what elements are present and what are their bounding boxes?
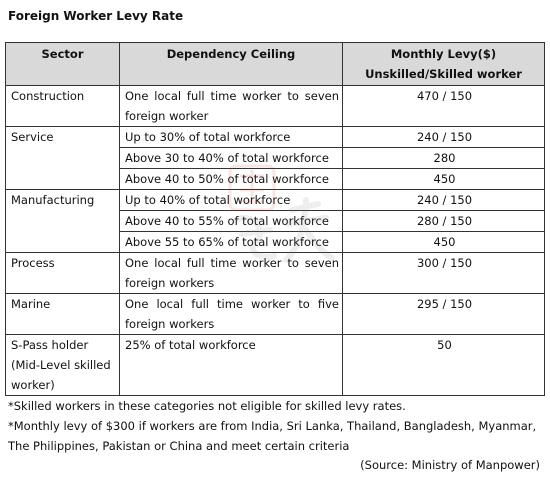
levy-cell: 450 [343,169,545,190]
levy-cell: 295 / 150 [343,294,545,335]
levy-cell: 50 [343,335,545,396]
levy-cell: 450 [343,232,545,253]
ceiling-cell: One local full time worker to five foreign workers [120,294,343,335]
table-row [6,253,545,294]
footnotes [8,396,544,456]
ceiling-cell: One local full time worker to seven foreign worker [120,86,343,127]
ceiling-cell: Above 30 to 40% of total workforce [120,148,343,169]
source-note: (Source: Ministry of Manpower) [360,458,540,472]
header-sector: Sector [6,43,120,86]
ceiling-cell: Up to 30% of total workforce [120,127,343,148]
sector-cell: Service [6,127,120,190]
sector-cell: Construction [6,86,120,127]
ceiling-cell: Above 40 to 50% of total workforce [120,169,343,190]
levy-cell: 300 / 150 [343,253,545,294]
levy-cell: 470 / 150 [343,86,545,127]
table-row [6,335,545,396]
sector-cell: Process [6,253,120,294]
table-header-row [6,43,545,86]
table-row [6,86,545,127]
sector-cell: Manufacturing [6,190,120,253]
ceiling-cell: Above 40 to 55% of total workforce [120,211,343,232]
ceiling-cell: One local full time worker to seven foreign workers [120,253,343,294]
ceiling-cell: 25% of total workforce [120,335,343,396]
levy-cell: 240 / 150 [343,127,545,148]
table-row [6,127,545,148]
footnote: *Monthly levy of $300 if workers are from India, Sri Lanka, Thailand, Bangladesh, Myanmar, The Philippines, Pakistan or China and meet certain criteria [8,419,537,453]
ceiling-cell: Up to 40% of total workforce [120,190,343,211]
levy-cell: 240 / 150 [343,190,545,211]
footnote: *Skilled workers in these categories not eligible for skilled levy rates. [8,399,406,413]
ceiling-cell: Above 55 to 65% of total workforce [120,232,343,253]
levy-cell: 280 [343,148,545,169]
sector-cell: S-Pass holder (Mid-Level skilled worker) [6,335,120,396]
sector-cell: Marine [6,294,120,335]
page-title: Foreign Worker Levy Rate [8,9,184,23]
table-row [6,294,545,335]
header-dependency-ceiling: Dependency Ceiling [120,43,343,86]
header-monthly-levy: Monthly Levy($) Unskilled/Skilled worker [343,43,545,86]
table-row [6,190,545,211]
levy-table [5,42,545,396]
levy-cell: 280 / 150 [343,211,545,232]
